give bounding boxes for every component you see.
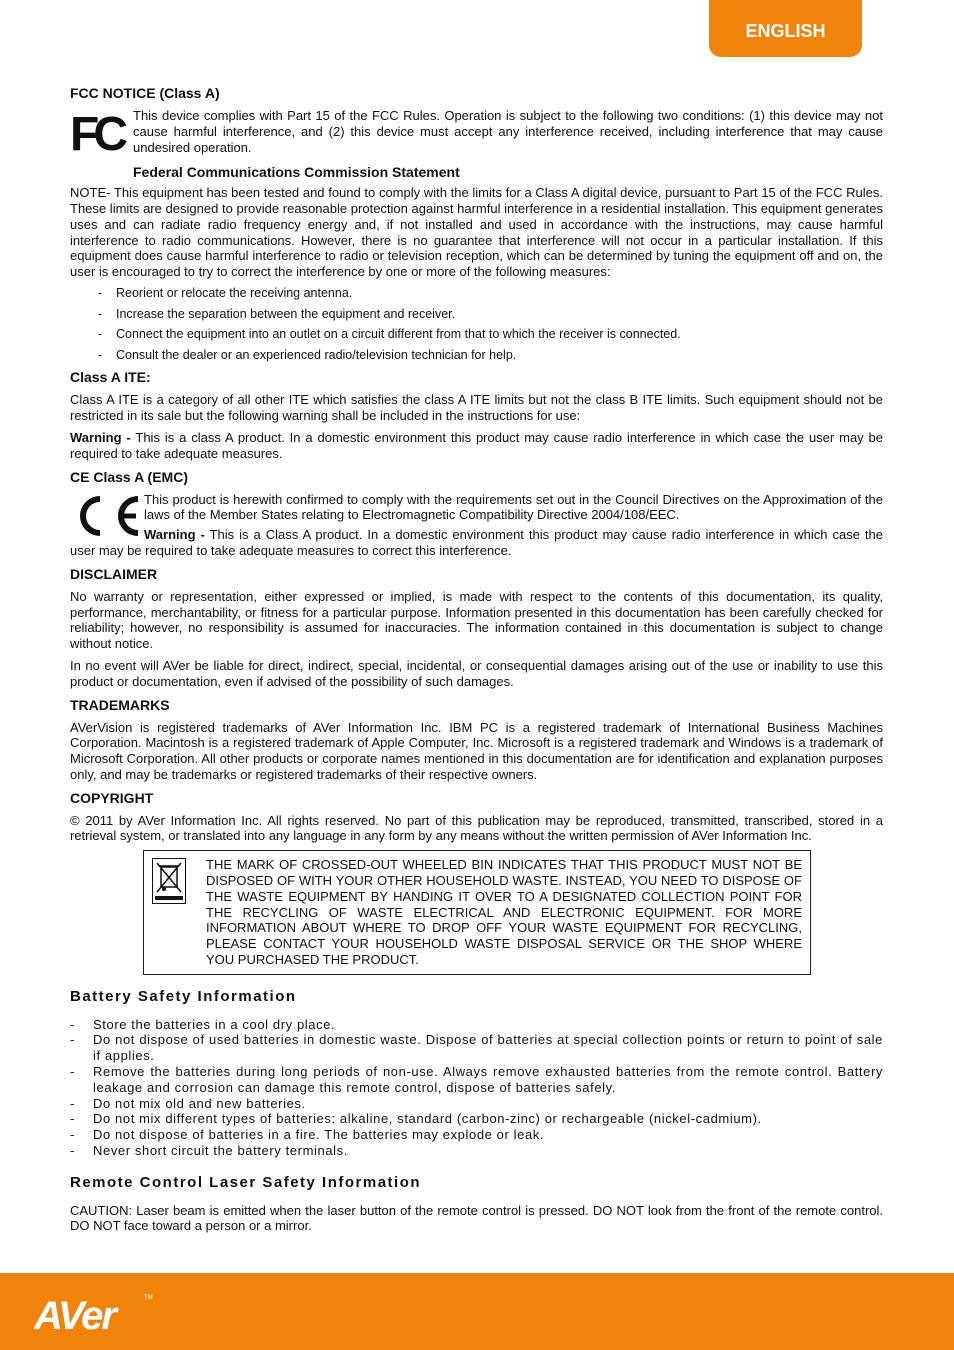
fcc-statement-heading: Federal Communications Commission Statement bbox=[133, 164, 460, 181]
fcc-logo-icon bbox=[70, 108, 133, 156]
trademarks-text: AVerVision is registered trademarks of AVer Information Inc. IBM PC is a registered trademark of International Business Machines Corporation. Macintosh is a registered trademark of Apple Computer, Inc. Microsoft is a registered trademark and Windows is a trademark of Microsoft Corporation. All other products or corporate names mentioned in this documentation are for identification and explanation purposes only, and may be trademarks or registered trademarks of their respective owners. bbox=[70, 719, 883, 782]
weee-text: THE MARK OF CROSSED-OUT WHEELED BIN INDICATES THAT THIS PRODUCT MUST NOT BE DISPOSED OF WITH YOUR OTHER HOUSEHOLD WASTE. INSTEAD, YOU NEED TO DISPOSE OF THE WASTE EQUIPMENT BY HANDING IT OVER TO A DESIGNATED COLLECTION POINT FOR THE RECYCLING OF WASTE ELECTRICAL AND ELECTRONIC EQUIPMENT. FOR MORE INFORMATION ABOUT WHERE TO DROP OFF YOUR WASTE EQUIPMENT FOR RECYCLING, PLEASE CONTACT YOUR HOUSEHOLD WASTE DISPOSAL SERVICE OR THE SHOP WHERE YOU PURCHASED THE PRODUCT. bbox=[206, 857, 802, 968]
fcc-measures-list bbox=[70, 286, 883, 363]
list-item: - Do not dispose of used batteries in domestic waste. Dispose of batteries at special collection points or return to point of sale if applies. bbox=[70, 1032, 883, 1064]
warning-label: Warning - bbox=[144, 527, 205, 543]
trademarks-section bbox=[70, 696, 883, 783]
copyright-text: © 2011 by AVer Information Inc. All rights reserved. No part of this publication may be reproduced, transmitted, transcribed, stored in a retrieval system, or translated into any language in any form by any means without the written permission of AVer Information Inc. bbox=[70, 812, 883, 844]
warning-label: Warning - bbox=[70, 429, 131, 445]
list-item: - Remove the batteries during long periods of non-use. Always remove exhausted batteries from the remote control. Battery leakage and corrosion can damage this remote control, dispose of batteries safely. bbox=[70, 1064, 883, 1096]
disclaimer-paragraph: No warranty or representation, either expressed or implied, is made with respect to the contents of this documentation, its quality, performance, merchantability, or fitness for a particular purpose. Information presented in this documentation has been carefully checked for reliability; however, no responsibility is assumed for inaccuracies. The information contained in this documentation is subject to change without notice. bbox=[70, 588, 883, 652]
ce-mark-icon bbox=[70, 494, 142, 538]
class-a-ite-text: Class A ITE is a category of all other ITE which satisfies the class A ITE limits but not the class B ITE limits. Such equipment should not be restricted in its sale but the following warning shall be included in the instructions for use: bbox=[70, 392, 883, 424]
ce-heading: CE Class A (EMC) bbox=[70, 468, 188, 485]
disclaimer-section bbox=[70, 565, 883, 690]
warning-text: This is a Class A product. In a domestic environment this product may cause radio interference in which case the user may be required to take adequate measures to correct this interference. bbox=[70, 527, 884, 558]
battery-list bbox=[70, 1017, 883, 1159]
list-item: - Do not dispose of batteries in a fire. The batteries may explode or leak. bbox=[70, 1127, 883, 1143]
disclaimer-heading: DISCLAIMER bbox=[70, 565, 158, 582]
aver-logo bbox=[34, 1293, 164, 1333]
list-item: - Store the batteries in a cool dry place. bbox=[70, 1017, 883, 1033]
fcc-note: NOTE- This equipment has been tested and found to comply with the limits for a Class A digital device, pursuant to Part 15 of the FCC Rules. These limits are designed to provide reasonable protection against harmful interference in a residential installation. This equipment generates uses and can radiate radio frequency energy and, if not installed and used in accordance with the instructions, may cause harmful interference to radio communications. However, there is no guarantee that interference will not occur in a particular installation. If this equipment does cause harmful interference to radio or television reception, which can be determined by tuning the equipment off and on, the user is encouraged to try to correct the interference by one or more of the following measures: bbox=[70, 185, 883, 280]
fcc-intro: This device complies with Part 15 of the FCC Rules. Operation is subject to the following two conditions: (1) this device may not cause harmful interference, and (2) this device must accept any interference received, including interference that may cause undesired operation. bbox=[133, 108, 883, 155]
list-item: - Do not mix different types of batteries: alkaline, standard (carbon-zinc) or rechargeable (nickel-cadmium). bbox=[70, 1111, 883, 1127]
list-item: - Reorient or relocate the receiving antenna. bbox=[70, 286, 883, 301]
class-a-ite-warning bbox=[70, 430, 883, 462]
laser-text: CAUTION: Laser beam is emitted when the laser button of the remote control is pressed. DO NOT look from the front of the remote control. DO NOT face toward a person or a mirror. bbox=[70, 1202, 883, 1234]
fcc-heading: FCC NOTICE (Class A) bbox=[70, 85, 220, 101]
language-tab[interactable]: ENGLISH bbox=[709, 0, 862, 57]
warning-text: This is a class A product. In a domestic environment this product may cause radio interference in which case the user may be required to take adequate measures. bbox=[70, 429, 884, 461]
list-item: - Connect the equipment into an outlet on a circuit different from that to which the receiver is connected. bbox=[70, 327, 883, 342]
ce-warning bbox=[70, 527, 883, 559]
class-a-ite-heading: Class A ITE: bbox=[70, 369, 151, 386]
weee-notice-box bbox=[143, 850, 811, 975]
trademarks-heading: TRADEMARKS bbox=[70, 696, 170, 713]
svg-text:AVer: AVer bbox=[34, 1294, 115, 1333]
laser-heading: Remote Control Laser Safety Information bbox=[70, 1173, 422, 1191]
list-item: - Never short circuit the battery terminals. bbox=[70, 1143, 883, 1159]
document-body bbox=[70, 84, 883, 1240]
ce-text: This product is herewith confirmed to comply with the requirements set out in the Council Directives on the Approximation of the laws of the Member States relating to Electromagnetic Compatibility Directive 2004/108/EEC. bbox=[144, 491, 883, 523]
list-item: - Do not mix old and new batteries. bbox=[70, 1096, 883, 1112]
copyright-section bbox=[70, 789, 883, 845]
copyright-heading: COPYRIGHT bbox=[70, 789, 154, 806]
svg-text:TM: TM bbox=[144, 1295, 153, 1301]
footer-bar bbox=[0, 1273, 954, 1350]
list-item: - Consult the dealer or an experienced radio/television technician for help. bbox=[70, 348, 883, 363]
crossed-out-wheeled-bin-icon bbox=[152, 858, 186, 904]
disclaimer-paragraph: In no event will AVer be liable for direct, indirect, special, incidental, or consequential damages arising out of the use or inability to use this product or documentation, even if advised of the possibility of such damages. bbox=[70, 657, 883, 689]
class-a-ite-section bbox=[70, 368, 883, 461]
ce-section bbox=[70, 468, 883, 559]
list-item: - Increase the separation between the equipment and receiver. bbox=[70, 307, 883, 322]
battery-heading: Battery Safety Information bbox=[70, 987, 297, 1005]
svg-text:FC: FC bbox=[70, 108, 122, 156]
fcc-section bbox=[70, 84, 883, 363]
